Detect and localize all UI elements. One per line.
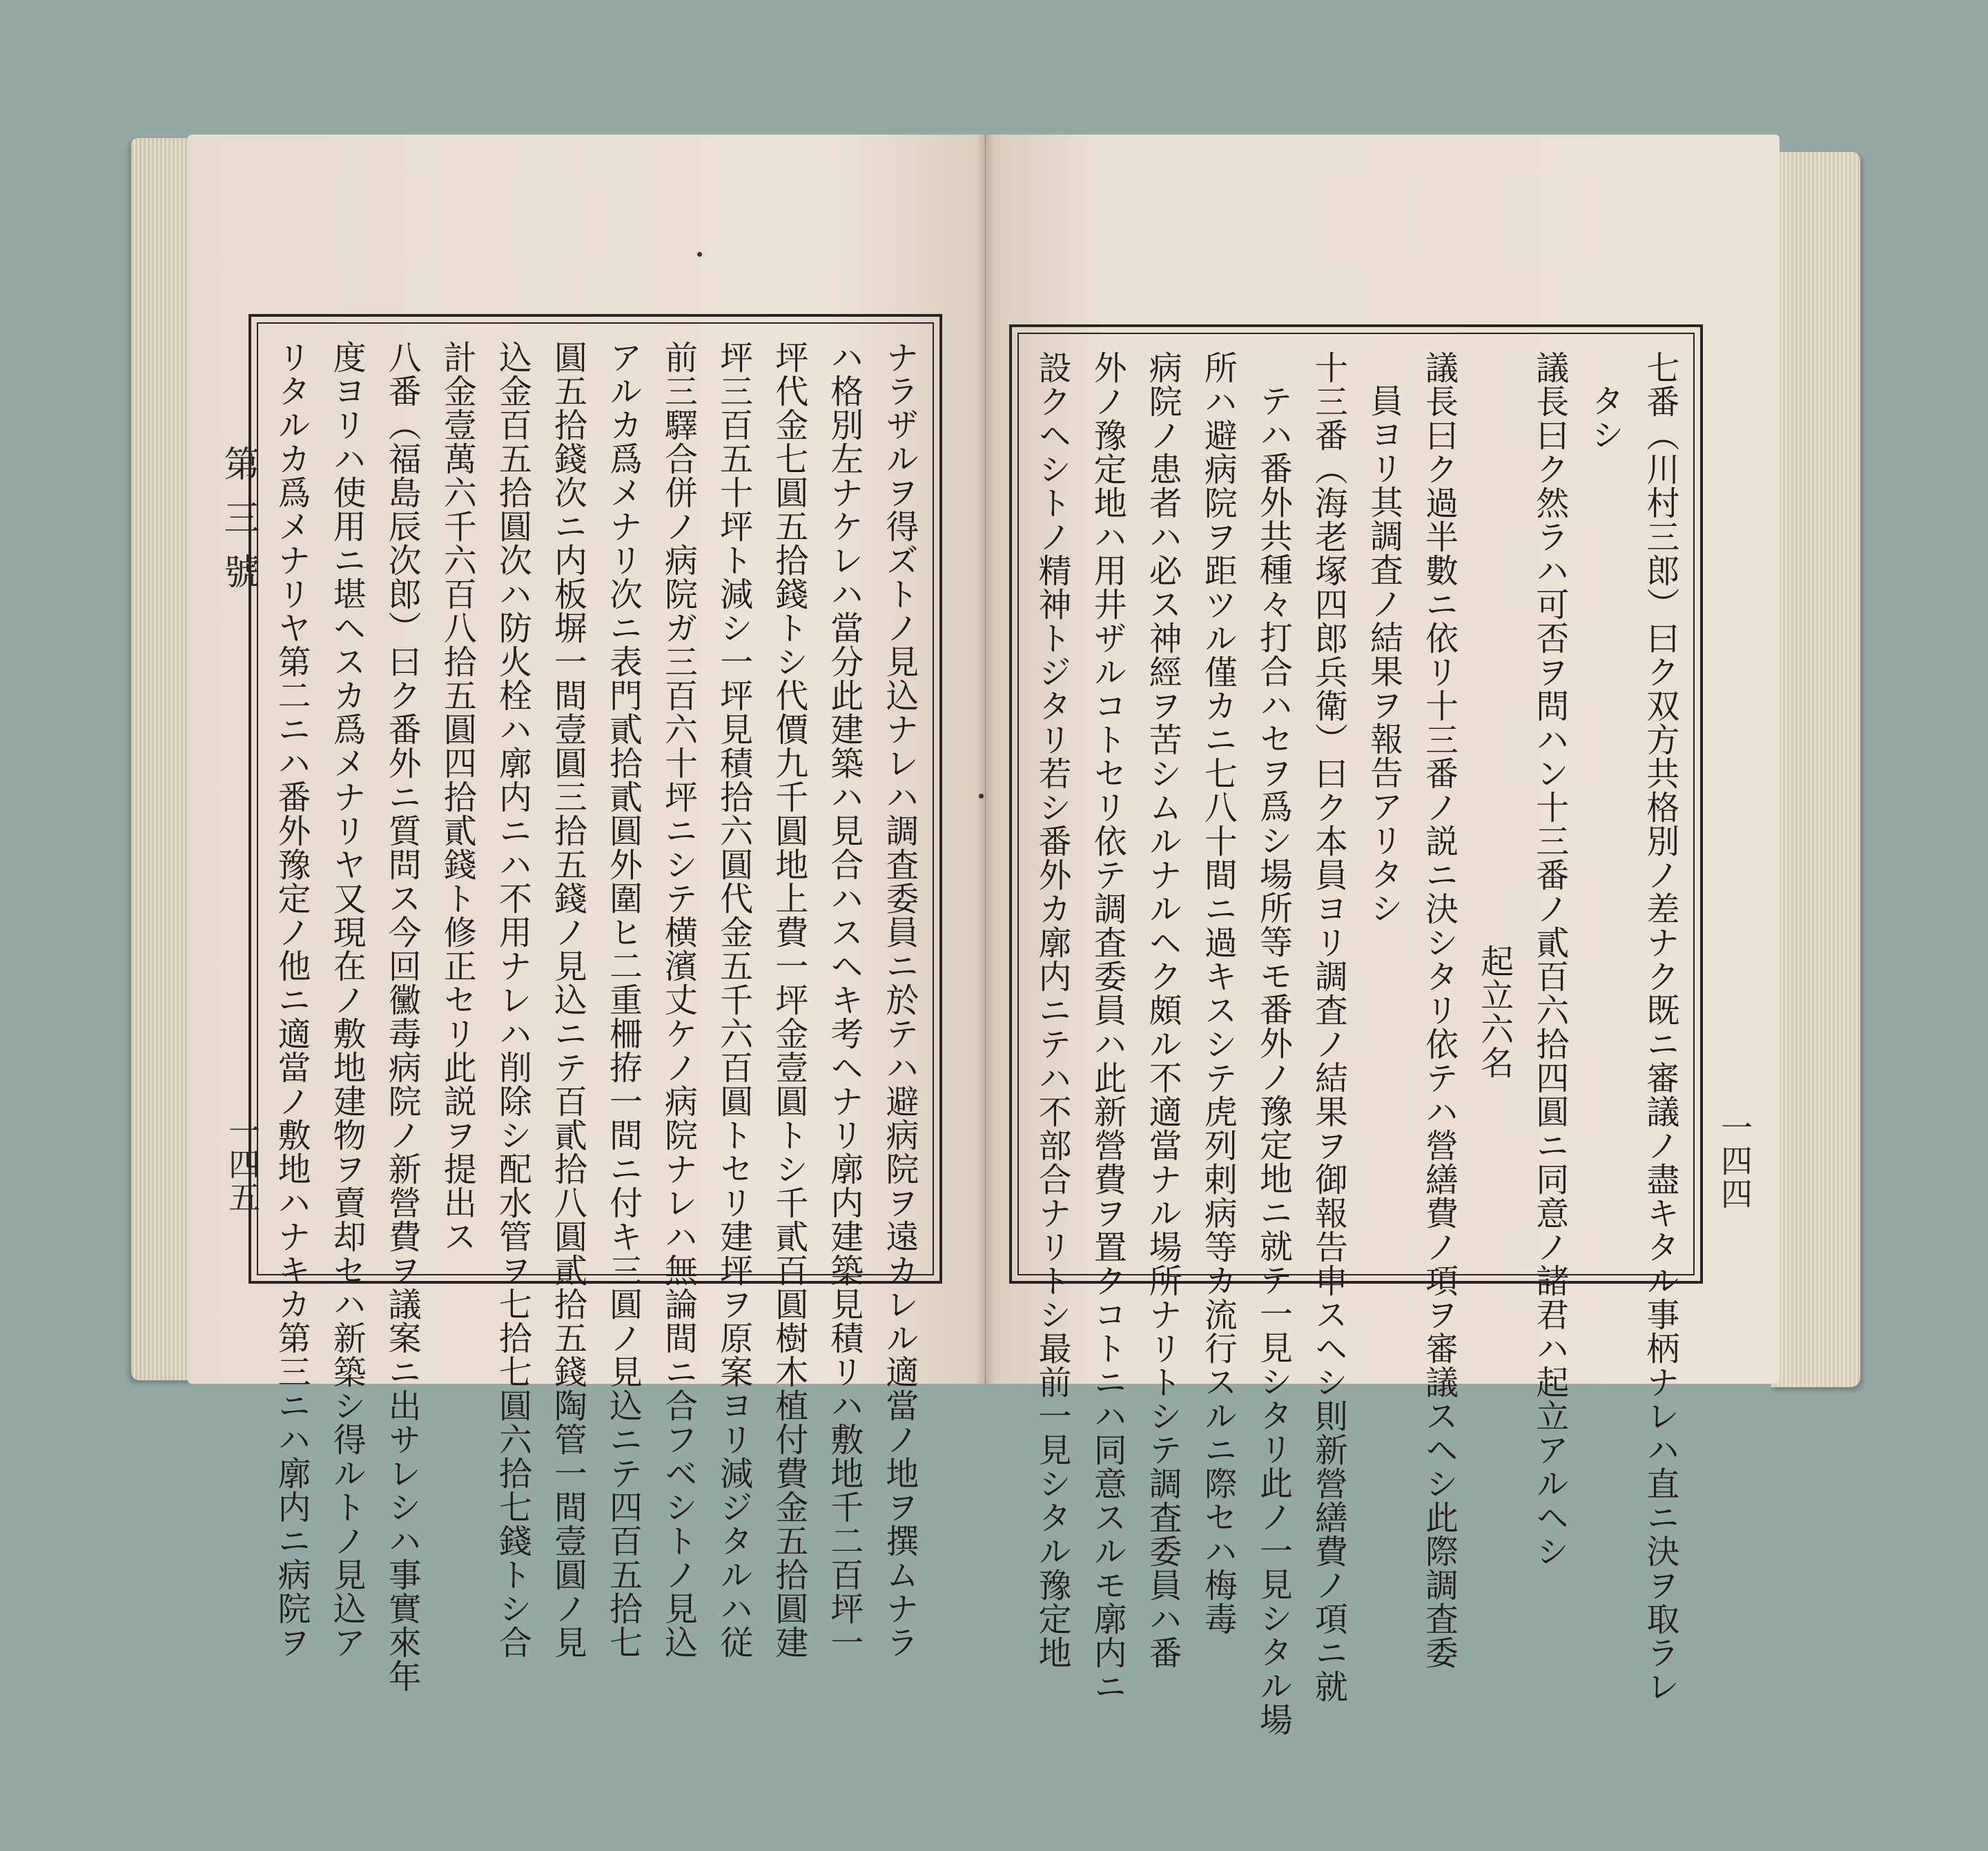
right-text-frame	[1009, 324, 1703, 1736]
text-column: アルカ爲メナリ次ニ表門貳拾貳圓外圍ヒ二重柵拵一間ニ付キ三圓ノ見込ニテ四百五拾七	[603, 340, 643, 1659]
text-column: 坪代金七圓五拾錢トシ代價九千圓地上費一坪金壹圓トシ千貳百圓樹木植付費金五拾圓建	[769, 340, 808, 1659]
text-column: 設クヘシトノ精神トジタリ若シ番外カ廓内ニテハ不部合ナリトシ最前一見シタル豫定地	[1033, 351, 1071, 1669]
text-column: 八番（福島辰次郎）曰ク番外ニ質問ス今回黴毒病院ノ新營費ヲ議案ニ出サレシハ事實來年	[382, 340, 422, 1693]
text-column: 病院ノ患者ハ必ス神經ヲ苦シムルナルヘク頗ル不適當ナル場所ナリトシテ調査委員ハ番	[1143, 351, 1182, 1669]
book-gutter	[977, 135, 995, 1384]
text-column: 員ヨリ其調査ノ結果ヲ報告アリタシ	[1364, 384, 1403, 925]
page-number-right: 一四四	[1716, 1111, 1753, 1211]
text-column: 議長曰ク然ラハ可否ヲ問ハン十三番ノ貳百六拾四圓ニ同意ノ諸君ハ起立アルヘシ	[1530, 351, 1569, 1568]
text-column: テハ番外共種々打合ハセヲ爲シ場所等モ番外ノ豫定地ニ就テ一見シタリ此ノ一見シタル場	[1254, 384, 1293, 1736]
left-text-columns	[272, 340, 919, 1693]
left-text-frame	[248, 314, 942, 1693]
text-column: 外ノ豫定地ハ用井ザルコトセリ依テ調査委員ハ此新營費ヲ置クコトニハ同意スルモ廓内ニ	[1088, 351, 1127, 1703]
text-column: 前三驛合併ノ病院ガ三百六十坪ニシテ横濱丈ケノ病院ナレハ無論間ニ合フベシトノ見込	[659, 340, 698, 1659]
text-column: タシ	[1585, 384, 1624, 451]
text-column: 十三番（海老塚四郎兵衛）曰ク本員ヨリ調査ノ結果ヲ御報告申スヘシ則新營繕費ノ項ニ就	[1309, 351, 1348, 1703]
text-column: 坪三百五十坪ト減シ一坪見積拾六圓代金五千六百圓トセリ建坪ヲ原案ヨリ減ジタルハ従	[714, 340, 753, 1659]
text-column: ハ格別左ナケレハ當分此建築ハ見合ハスヘキ考ヘナリ廓内建築見積リハ敷地千二百坪一	[824, 340, 864, 1659]
issue-label: 第三號	[217, 445, 259, 607]
text-column: ナラザルヲ得ズトノ見込ナレハ調査委員ニ於テハ避病院ヲ遠カレル適當ノ地ヲ撰ムナラ	[879, 340, 919, 1659]
text-column: 計金壹萬六千六百八拾五圓四拾貳錢ト修正セリ此説ヲ提出ス	[438, 340, 477, 1253]
text-column: 圓五拾錢次ニ内板塀一間壹圓三拾五錢ノ見込ニテ百貳拾八圓貳拾五錢陶管一間壹圓ノ見	[548, 340, 587, 1659]
text-column: 度ヨリハ使用ニ堪ヘスカ爲メナリヤ又現在ノ敷地建物ヲ賣却セハ新築シ得ルトノ見込ア	[327, 340, 367, 1659]
text-column: 議長曰ク過半數ニ依リ十三番ノ説ニ決シタリ依テハ營繕費ノ項ヲ審議スヘシ此際調査委	[1419, 351, 1459, 1669]
text-column: 起立六名	[1474, 944, 1514, 1079]
binding-dot	[979, 794, 984, 799]
text-column: 込金百五拾圓次ハ防火栓ハ廓内ニハ不用ナレハ削除シ配水管ヲ七拾七圓六拾七錢トシ合	[493, 340, 532, 1659]
text-column: 七番（川村三郎）曰ク双方共格別ノ差ナク既ニ審議ノ盡キタル事柄ナレハ直ニ決ヲ取ラレ	[1640, 351, 1679, 1703]
binding-dot	[697, 252, 702, 257]
left-page-edges	[131, 138, 193, 1380]
text-column: 所ハ避病院ヲ距ツル僅カニ七八十間ニ過キスシテ虎列剌病等カ流行スルニ際セハ梅毒	[1198, 351, 1238, 1636]
text-column: リタルカ爲メナリヤ第二ニハ番外豫定ノ他ニ適當ノ敷地ハナキカ第三ニハ廓内ニ病院ヲ	[272, 340, 311, 1659]
right-page-edges	[1771, 152, 1860, 1387]
page-number-left: 一四五	[224, 1115, 261, 1214]
right-text-columns	[1033, 351, 1679, 1736]
